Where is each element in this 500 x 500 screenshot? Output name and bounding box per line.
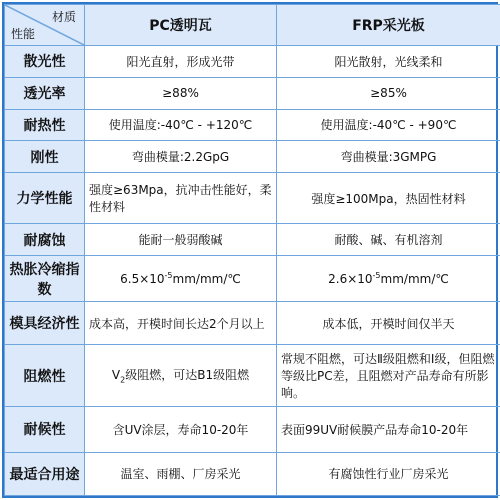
column-header-frp: FRP采光板 — [277, 5, 500, 46]
pc-value: 使用温度:-40℃ - +120℃ — [85, 109, 277, 141]
property-label: 耐候性 — [5, 406, 85, 452]
property-label: 力学性能 — [5, 173, 85, 224]
pc-flame-suffix: 级阻燃，可达B1级阻燃 — [125, 368, 250, 383]
pc-value: 弯曲模量:2.2GpG — [85, 141, 277, 173]
pc-value: 温室、雨棚、厂房采光 — [85, 452, 277, 495]
comparison-table-frame — [2, 2, 498, 498]
frp-value: 有腐蚀性行业厂房采光 — [277, 452, 500, 495]
frp-expansion-exponent: -5 — [372, 271, 381, 281]
pc-value: ≥88% — [85, 77, 277, 109]
corner-top-label: 材质 — [51, 10, 76, 24]
property-label: 透光率 — [5, 77, 85, 109]
property-label: 最适合用途 — [5, 452, 85, 495]
frp-value: 耐酸、碱、有机溶剂 — [277, 224, 500, 256]
pc-flame-subscript: 2 — [120, 375, 126, 385]
table-row — [5, 173, 500, 224]
frp-value: ≥85% — [277, 77, 500, 109]
pc-value: 阳光直射，形成光带 — [85, 46, 277, 78]
frp-expansion-unit: mm/mm/℃ — [380, 272, 449, 287]
property-label: 阻燃性 — [5, 345, 85, 407]
property-label: 刚性 — [5, 141, 85, 173]
frp-value: 使用温度:-40℃ - +90℃ — [277, 109, 500, 141]
frp-value: 弯曲模量:3GMPG — [277, 141, 500, 173]
frp-value: 常规不阻燃，可达Ⅱ级阻燃和Ⅰ级，但阻燃等级比PC差，且阻燃对产品寿命有所影响。 — [277, 345, 500, 407]
pc-value: 强度≥63Mpa，抗冲击性能好，柔性材料 — [85, 173, 277, 224]
table-row — [5, 46, 500, 78]
pc-expansion-exponent: -5 — [164, 271, 173, 281]
frp-value: 阳光散射，光线柔和 — [277, 46, 500, 78]
property-label: 模具经济性 — [5, 302, 85, 345]
pc-flame-prefix: V — [111, 368, 121, 383]
table-row — [5, 224, 500, 256]
frp-value — [277, 256, 500, 302]
table-row — [5, 77, 500, 109]
table-row — [5, 345, 500, 407]
pc-expansion-unit: mm/mm/℃ — [172, 272, 241, 287]
property-label: 耐腐蚀 — [5, 224, 85, 256]
frp-value: 表面99UV耐候膜产品寿命10-20年 — [277, 406, 500, 452]
table-row — [5, 302, 500, 345]
corner-header — [5, 5, 85, 46]
pc-value — [85, 345, 277, 407]
property-label: 散光性 — [5, 46, 85, 78]
frp-expansion-base: 2.6×10 — [328, 272, 373, 287]
comparison-table — [4, 4, 500, 496]
pc-expansion-base: 6.5×10 — [120, 272, 165, 287]
table-row — [5, 109, 500, 141]
property-label: 耐热性 — [5, 109, 85, 141]
table-row — [5, 256, 500, 302]
pc-value: 成本高，开模时间长达2个月以上 — [85, 302, 277, 345]
pc-value — [85, 256, 277, 302]
corner-bottom-label: 性能 — [11, 27, 36, 41]
table-row — [5, 406, 500, 452]
table-row — [5, 141, 500, 173]
pc-value: 含UV涂层，寿命10-20年 — [85, 406, 277, 452]
column-header-pc: PC透明瓦 — [85, 5, 277, 46]
frp-value: 成本低，开模时间仅半天 — [277, 302, 500, 345]
header-row — [5, 5, 500, 46]
table-row — [5, 452, 500, 495]
pc-value: 能耐一般弱酸碱 — [85, 224, 277, 256]
frp-value: 强度≥100Mpa，热固性材料 — [277, 173, 500, 224]
property-label: 热胀冷缩指数 — [5, 256, 85, 302]
